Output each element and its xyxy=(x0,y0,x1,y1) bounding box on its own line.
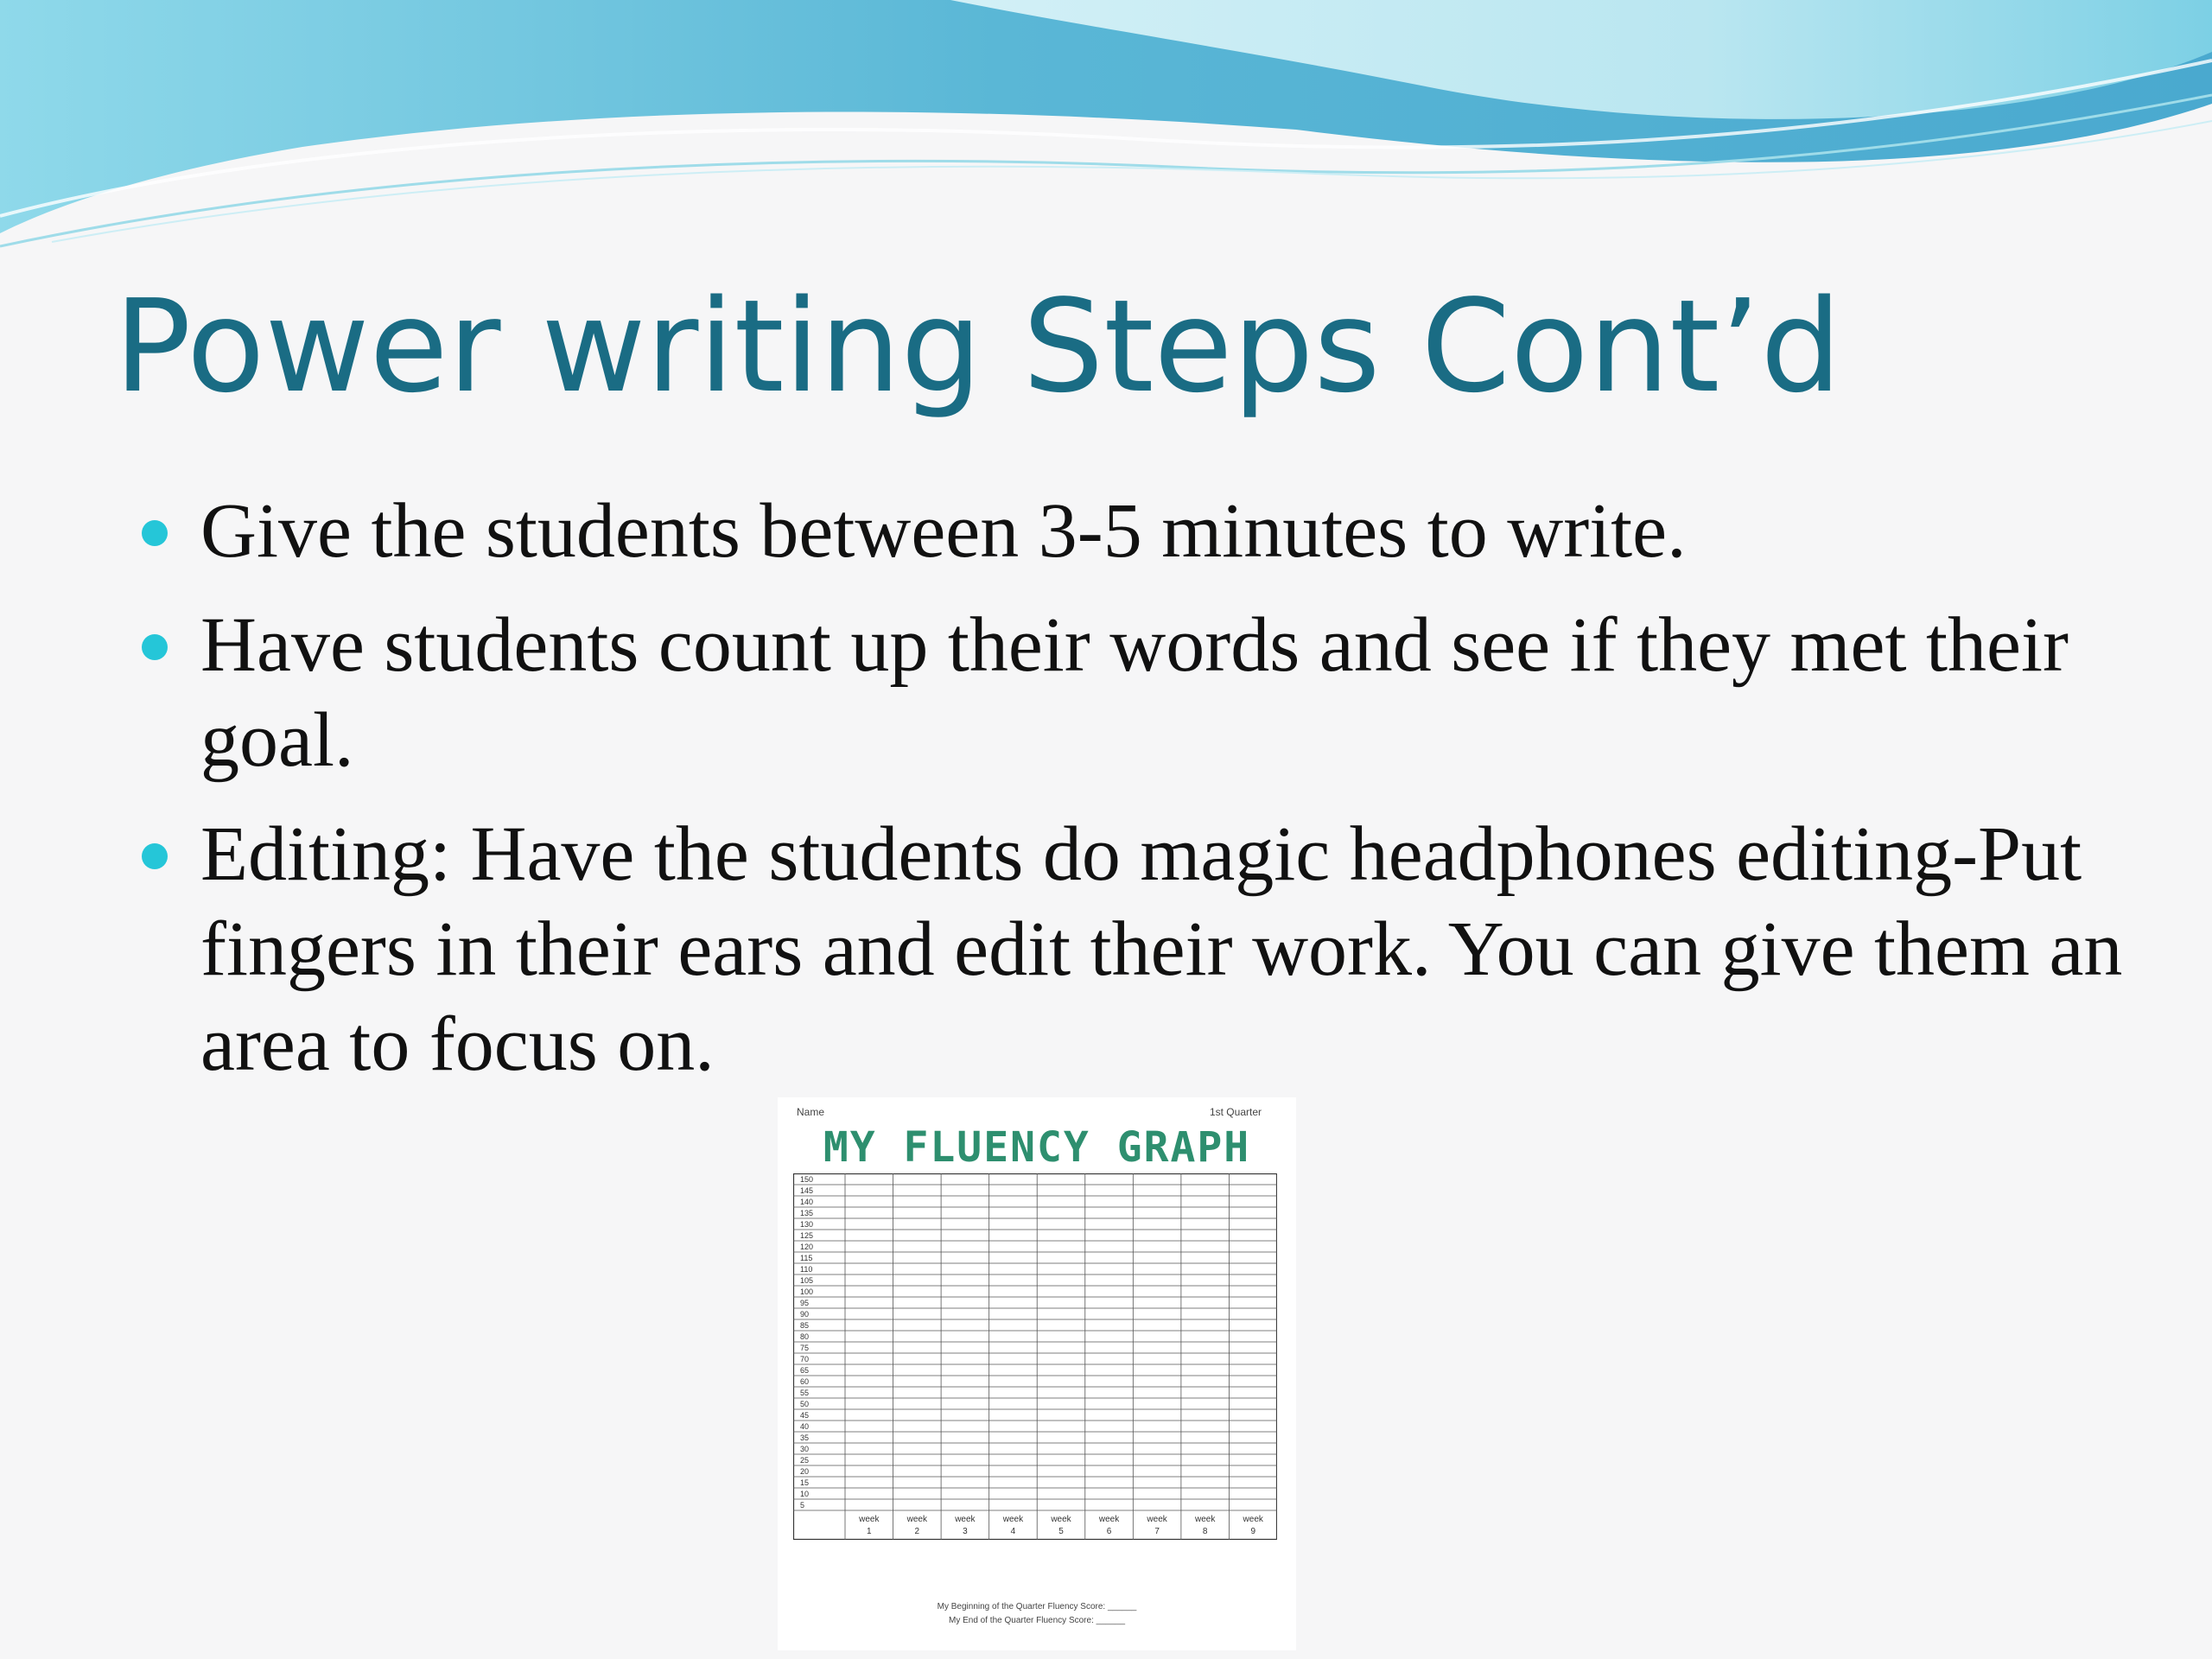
y-axis-label: 25 xyxy=(800,1456,810,1465)
y-axis-label: 65 xyxy=(800,1366,810,1375)
fluency-graph-worksheet-image xyxy=(778,1097,1296,1650)
bullet-item xyxy=(138,484,2126,579)
y-axis-label: 100 xyxy=(800,1287,814,1296)
bullet-dot-icon xyxy=(142,520,168,546)
y-axis-label: 145 xyxy=(800,1186,814,1195)
week-number: 1 xyxy=(866,1527,872,1536)
week-label: week xyxy=(859,1515,880,1524)
fluency-grid xyxy=(793,1173,1277,1580)
grid-border xyxy=(794,1174,1277,1540)
worksheet-quarter-label: 1st Quarter xyxy=(1209,1106,1262,1118)
y-axis-label: 115 xyxy=(800,1254,813,1262)
week-number: 3 xyxy=(963,1527,968,1536)
y-axis-label: 70 xyxy=(800,1355,810,1363)
y-axis-label: 5 xyxy=(800,1501,805,1510)
week-label: week xyxy=(906,1515,928,1524)
y-axis-label: 85 xyxy=(800,1321,810,1330)
bullet-text: Have students count up their words and see if they met their goal. xyxy=(200,602,2069,783)
bullet-dot-icon xyxy=(142,843,168,869)
y-axis-label: 130 xyxy=(800,1220,814,1229)
y-axis-label: 140 xyxy=(800,1198,814,1206)
y-axis-label: 90 xyxy=(800,1310,810,1319)
y-axis-label: 80 xyxy=(800,1332,810,1341)
y-axis-label: 55 xyxy=(800,1389,810,1397)
worksheet-name-label: Name xyxy=(797,1106,825,1118)
week-number: 2 xyxy=(914,1527,920,1536)
week-label: week xyxy=(1002,1515,1024,1524)
y-axis-label: 20 xyxy=(800,1467,810,1476)
wave-header-decoration xyxy=(0,0,2212,259)
y-axis-label: 50 xyxy=(800,1400,810,1408)
y-axis-label: 135 xyxy=(800,1209,814,1217)
week-number: 4 xyxy=(1010,1527,1016,1536)
worksheet-footer-begin: My Beginning of the Quarter Fluency Score: ______ xyxy=(937,1602,1137,1611)
week-number: 7 xyxy=(1154,1527,1160,1536)
worksheet-footer-end: My End of the Quarter Fluency Score: ______ xyxy=(949,1616,1125,1625)
slide-title: Power writing Steps Cont’d xyxy=(114,272,1842,421)
y-axis-label: 125 xyxy=(800,1231,814,1240)
week-label: week xyxy=(1051,1515,1071,1524)
bullet-text: Give the students between 3-5 minutes to write. xyxy=(200,488,1687,574)
y-axis-label: 150 xyxy=(800,1175,814,1184)
worksheet-title: MY FLUENCY GRAPH xyxy=(823,1123,1251,1172)
y-axis-label: 120 xyxy=(800,1243,814,1251)
week-number: 5 xyxy=(1058,1527,1064,1536)
week-number: 8 xyxy=(1202,1527,1208,1536)
y-axis-label: 30 xyxy=(800,1445,810,1453)
bullet-text: Editing: Have the students do magic headphones editing-Put fingers in their ears and edit their work. You can give them an area to focus on. xyxy=(200,811,2123,1087)
week-label: week xyxy=(1243,1515,1263,1524)
y-axis-label: 45 xyxy=(800,1411,810,1420)
week-label: week xyxy=(1147,1515,1167,1524)
bullet-list xyxy=(138,484,2126,1111)
y-axis-label: 95 xyxy=(800,1299,810,1307)
y-axis-label: 105 xyxy=(800,1276,814,1285)
y-axis-label: 10 xyxy=(800,1490,810,1498)
week-label: week xyxy=(955,1515,976,1524)
week-number: 6 xyxy=(1106,1527,1112,1536)
y-axis-label: 110 xyxy=(800,1265,813,1274)
bullet-dot-icon xyxy=(142,634,168,660)
bullet-item xyxy=(138,598,2126,788)
week-label: week xyxy=(1098,1515,1120,1524)
y-axis-label: 75 xyxy=(800,1344,810,1352)
y-axis-label: 35 xyxy=(800,1433,810,1442)
week-number: 9 xyxy=(1250,1527,1256,1536)
y-axis-label: 15 xyxy=(800,1478,810,1487)
y-axis-label: 40 xyxy=(800,1422,810,1431)
bullet-item xyxy=(138,807,2126,1092)
y-axis-label: 60 xyxy=(800,1377,810,1386)
week-label: week xyxy=(1194,1515,1216,1524)
